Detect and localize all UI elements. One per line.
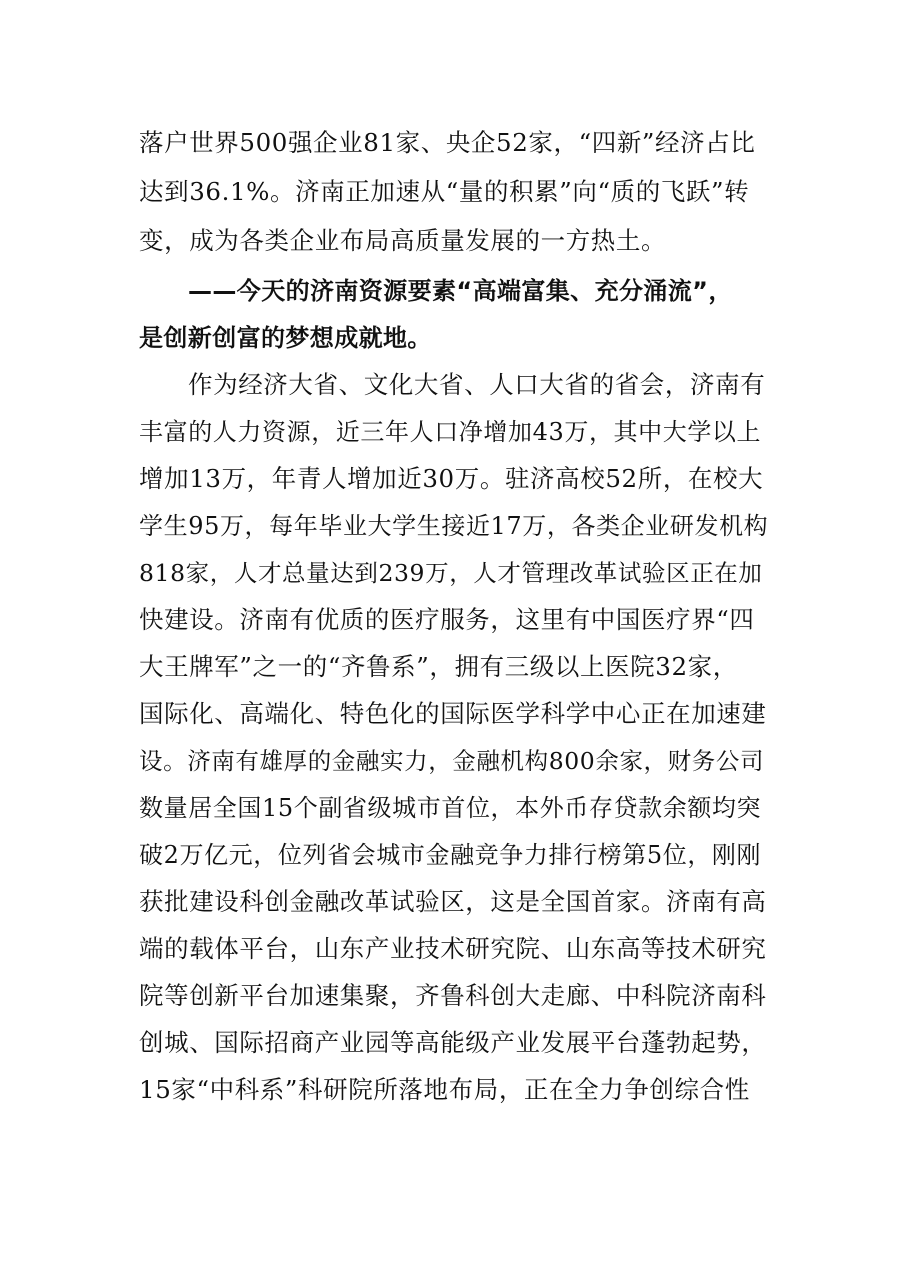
text-line-16: 破2万亿元，位列省会城市金融竞争力排行榜第5位，刚刚 [139, 841, 762, 869]
section-heading-line-1: ——今天的济南资源要素“高端富集、充分涌流”， [188, 277, 733, 305]
text-line-14: 设。济南有雄厚的金融实力，金融机构800余家，财务公司 [139, 747, 765, 775]
text-line-1: 落户世界500强企业81家、央企52家，“四新”经济占比 [139, 128, 756, 157]
text-line-2: 达到36.1%。济南正加速从“量的积累”向“质的飞跃”转 [139, 177, 750, 206]
text-line-13: 国际化、高端化、特色化的国际医学科学中心正在加速建 [139, 699, 767, 728]
section-heading-line-2: 是创新创富的梦想成就地。 [139, 324, 432, 352]
text-line-18: 端的载体平台，山东产业技术研究院、山东高等技术研究 [139, 934, 767, 963]
text-line-6: 作为经济大省、文化大省、人口大省的省会，济南有 [188, 370, 766, 399]
text-line-15: 数量居全国15个副省级城市首位，本外币存贷款余额均突 [139, 794, 762, 822]
text-line-19: 院等创新平台加速集聚，齐鲁科创大走廊、中科院济南科 [139, 981, 767, 1010]
text-line-7: 丰富的人力资源，近三年人口净增加43万，其中大学以上 [139, 418, 762, 446]
text-line-21: 15家“中科系”科研院所落地布局，正在全力争创综合性 [139, 1075, 750, 1104]
text-line-12: 大王牌军”之一的“齐鲁系”，拥有三级以上医院32家， [139, 652, 738, 681]
text-line-17: 获批建设科创金融改革试验区，这是全国首家。济南有高 [139, 887, 767, 916]
text-line-11: 快建设。济南有优质的医疗服务，这里有中国医疗界“四 [139, 605, 755, 634]
text-line-10: 818家，人才总量达到239万，人才管理改革试验区正在加 [139, 559, 763, 587]
text-line-9: 学生95万，每年毕业大学生接近17万，各类企业研发机构 [139, 512, 769, 540]
text-line-8: 增加13万，年青人增加近30万。驻济高校52所，在校大 [139, 464, 764, 493]
text-line-3: 变，成为各类企业布局高质量发展的一方热土。 [139, 226, 667, 255]
text-line-20: 创城、国际招商产业园等高能级产业发展平台蓬勃起势， [139, 1028, 767, 1057]
